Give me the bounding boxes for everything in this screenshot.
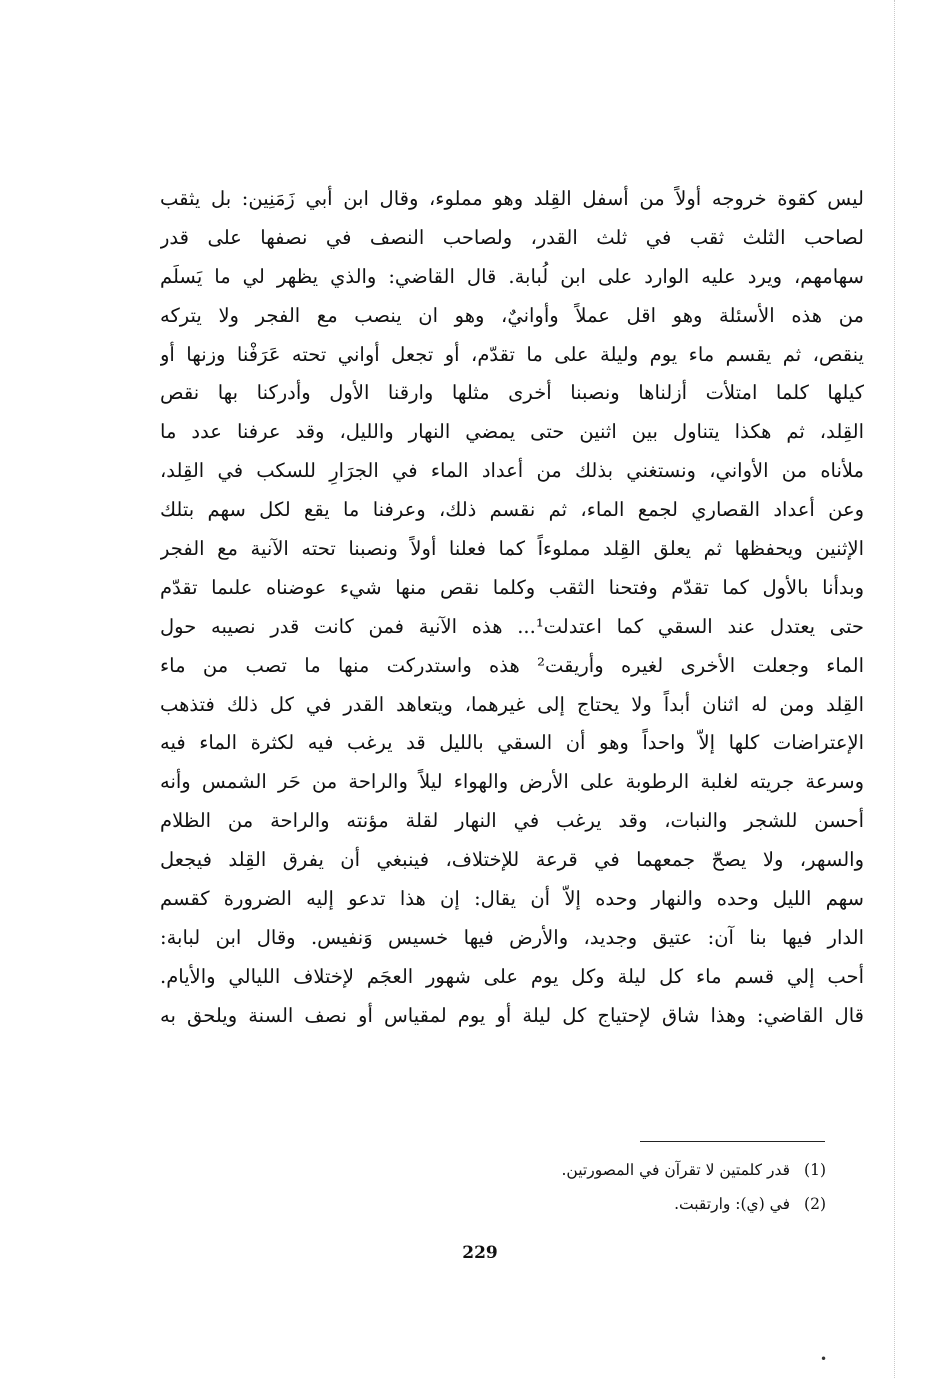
body-line: أحسن للشجر والنبات، وقد يرغب في النهار لقلة مؤنته والراحة من الظلام <box>160 809 864 833</box>
body-line: والسهر، ولا يصحّ جمعهما في قرعة للإختلاف، فينبغي أن يفرق القِلد فيجعل <box>160 848 864 872</box>
footnote-text: في (ي): وارتقبت. <box>674 1195 790 1213</box>
footnote-number: (1) <box>804 1161 826 1179</box>
footnote-number: (2) <box>804 1195 826 1213</box>
body-line: وعن أعداد القصاري لجمع الماء، ثم نقسم ذلك، وعرفنا ما يقع لكل سهم بتلك <box>160 498 864 522</box>
footnote-separator <box>640 1141 825 1142</box>
body-line: لصاحب الثلث ثقب في ثلث القدر، ولصاحب النصف في نصفها على قدر <box>160 225 864 249</box>
body-line: ملأناه من الأواني، ونستغني بذلك من أعداد الماء في الجرَارِ للسكب في القِلد، <box>160 459 864 483</box>
body-text <box>160 180 864 1036</box>
body-line: القِلد ومن له اثنان أبداً ولا يحتاج إلى غيرهما، ويتعاهد القدر في كل ذلك فتذهب <box>160 692 864 716</box>
footnote-text: قدر كلمتين لا تقرآن في المصورتين. <box>561 1161 790 1179</box>
body-line: أحب إلي قسم ماء كل ليلة وكل يوم على شهور العجَم لإختلاف الليالي والأيام. <box>160 964 864 988</box>
body-line: سهامهم، ويرد عليه الوارد على ابن لُبابة. قال القاضي: والذي يظهر لي ما يَسلَم <box>160 264 864 288</box>
footnote-1 <box>300 1153 826 1187</box>
page-edge-line <box>894 0 895 1378</box>
page-number: 229 <box>462 1243 498 1263</box>
body-line: وسرعة جريته لغلبة الرطوبة على الأرض والهواء ليلاً والراحة من حَر الشمس وأنه <box>160 770 864 794</box>
body-line: الإعتراضات كلها إلاّ واحداً وهو أن السقي بالليل قد يرغب فيه لكثرة الماء فيه <box>160 731 864 755</box>
body-line: كيلها كلما امتلأت أزلناها ونصبنا أخرى مثلها وارقنا الأول وأدركنا بها نقص <box>160 381 864 405</box>
body-line: ليس كقوة خروجه أولاً من أسفل القِلد وهو مملوء، وقال ابن أبي زَمَنِين: بل يثقب <box>160 187 864 210</box>
body-line: سهم الليل وحده والنهار وحده إلاّ أن يقال: إن هذا تدعو إليه الضرورة كقسم <box>160 887 864 911</box>
scan-speck: • <box>820 1352 828 1366</box>
body-line: الدار فيها بنا آن: عتيق وجديد، والأرض فيها خسيس وَنفيس. وقال ابن لبابة: <box>160 925 864 949</box>
body-line: وبدأنا بالأول كما تقدّم وفتحنا الثقب وكلما نقص منها شيء عوضناه علىما تقدّم <box>160 575 864 599</box>
body-line: من هذه الأسئلة وهو اقل عملاً وأوانيٌ، وهو ان ينصب مع الفجر ولا يتركه <box>160 303 864 327</box>
body-line: قال القاضي: وهذا شاق لإحتياج كل ليلة أو يوم لمقياس أو نصف السنة ويلحق به <box>160 1003 864 1027</box>
footnote-2 <box>300 1187 826 1221</box>
body-line: القِلد، ثم هكذا يتناول بين اثنين حتى يمضي النهار والليل، وقد عرفنا عدد ما <box>160 420 864 444</box>
body-line: حتى يعتدل عند السقي كما اعتدلت¹... هذه الآنية فمن كانت قدر نصيبه حول <box>160 614 864 638</box>
body-line: الإثنين ويحفظها ثم يعلق القِلد مملوءاً كما فعلنا أولاً ونصبنا تحته الآنية مع الفجر <box>160 537 864 561</box>
footnotes <box>300 1153 826 1221</box>
body-line: الماء وجعلت الأخرى لغيره وأريقت² هذه واستدركت منها ما تصب من ماء <box>160 653 864 677</box>
body-line: ينقص، ثم يقسم ماء يوم وليلة على ما تقدّم، أو تجعل أواني تحته عَرَفْنا وزنها أو <box>160 342 864 366</box>
